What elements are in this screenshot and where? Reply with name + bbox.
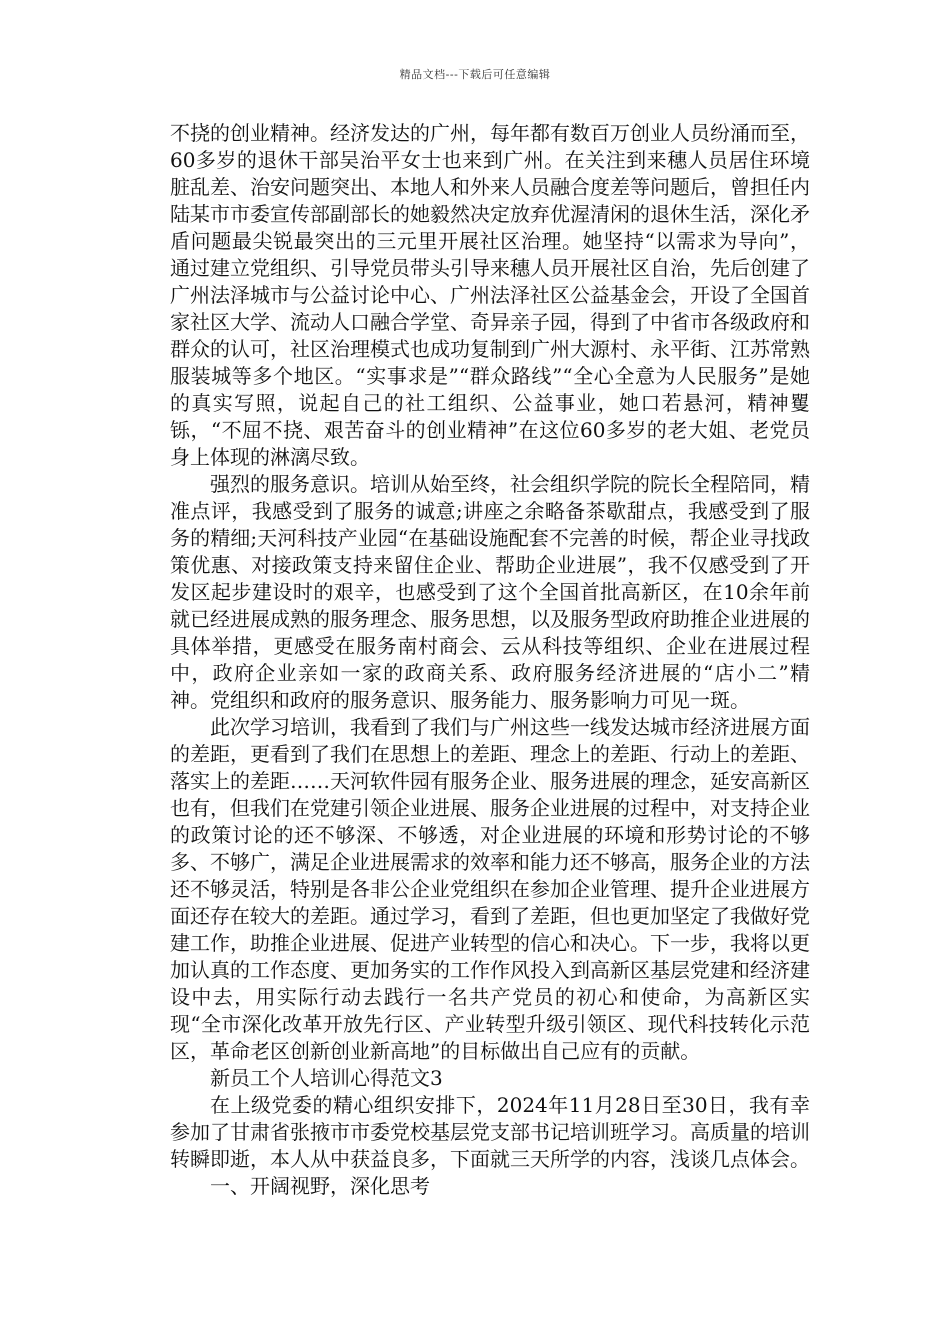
- section-title: 新员工个人培训心得范文3: [210, 1066, 443, 1090]
- paragraph-training-intro: 在上级党委的精心组织安排下，2024年11月28日至30日，我有幸参加了甘肃省张掖市市委党校基层党支部书记培训班学习。高质量的培训转瞬即逝，本人从中获益良多，下面就三天所学的内容，浅谈几点体会。: [170, 1093, 810, 1171]
- document-body: [170, 120, 810, 1200]
- paragraph-service-awareness: 强烈的服务意识。培训从始至终，社会组织学院的院长全程陪同，精准点评，我感受到了服务的诚意;讲座之余略备茶歇甜点，我感受到了服务的精细;天河科技产业园“在基础设施配套不完善的时候，帮企业寻找政策优惠、对接政策支持来留住企业、帮助企业进展”，我不仅感受到了开发区起步建设时的艰辛，也感受到了这个全国首批高新区，在10余年前就已经进展成熟的服务理念、服务思想，以及服务型政府助推企业进展的具体举措，更感受在服务南村商会、云从科技等组织、企业在进展过程中，政府企业亲如一家的政商关系、政府服务经济进展的“店小二”精神。党组织和政府的服务意识、服务能力、服务影响力可见一斑。: [170, 472, 810, 712]
- paragraph-entrepreneurship: 不挠的创业精神。经济发达的广州，每年都有数百万创业人员纷涌而至，60多岁的退休干部吴治平女士也来到广州。在关注到来穗人员居住环境脏乱差、治安问题突出、本地人和外来人员融合度差等问题后，曾担任内陆某市市委宣传部副部长的她毅然决定放弃优渥清闲的退休生活，深化矛盾问题最尖锐最突出的三元里开展社区治理。她坚持“以需求为导向”，通过建立党组织、引导党员带头引导来穗人员开展社区自治，先后创建了广州法泽城市与公益讨论中心、广州法泽社区公益基金会，开设了全国首家社区大学、流动人口融合学堂、奇异亲子园，得到了中省市各级政府和群众的认可，社区治理模式也成功复制到广州大源村、永平街、江苏常熟服装城等多个地区。“实事求是”“群众路线”“全心全意为人民服务”是她的真实写照，说起自己的社工组织、公益事业，她口若悬河，精神矍铄，“不屈不挠、艰苦奋斗的创业精神”在这位60多岁的老大姐、老党员身上体现的淋漓尽致。: [170, 121, 810, 469]
- subsection-heading: 一、开阔视野，深化思考: [210, 1174, 430, 1198]
- paragraph-reflection: 此次学习培训，我看到了我们与广州这些一线发达城市经济进展方面的差距，更看到了我们在思想上的差距、理念上的差距、行动上的差距、落实上的差距……天河软件园有服务企业、服务进展的理念，延安高新区也有，但我们在党建引领企业进展、服务企业进展的过程中，对支持企业的政策讨论的还不够深、不够透，对企业进展的环境和形势讨论的不够多、不够广，满足企业进展需求的效率和能力还不够高，服务企业的方法还不够灵活，特别是各非公企业党组织在参加企业管理、提升企业进展方面还存在较大的差距。通过学习，看到了差距，但也更加坚定了我做好党建工作，助推企业进展、促进产业转型的信心和决心。下一步，我将以更加认真的工作态度、更加务实的工作作风投入到高新区基层党建和经济建设中去，用实际行动去践行一名共产党员的初心和使命，为高新区实现“全市深化改革开放先行区、产业转型升级引领区、现代科技转化示范区，革命老区创新创业新高地”的目标做出自己应有的贡献。: [170, 715, 810, 1063]
- page-header: 精品文档---下载后可任意编辑: [399, 68, 551, 81]
